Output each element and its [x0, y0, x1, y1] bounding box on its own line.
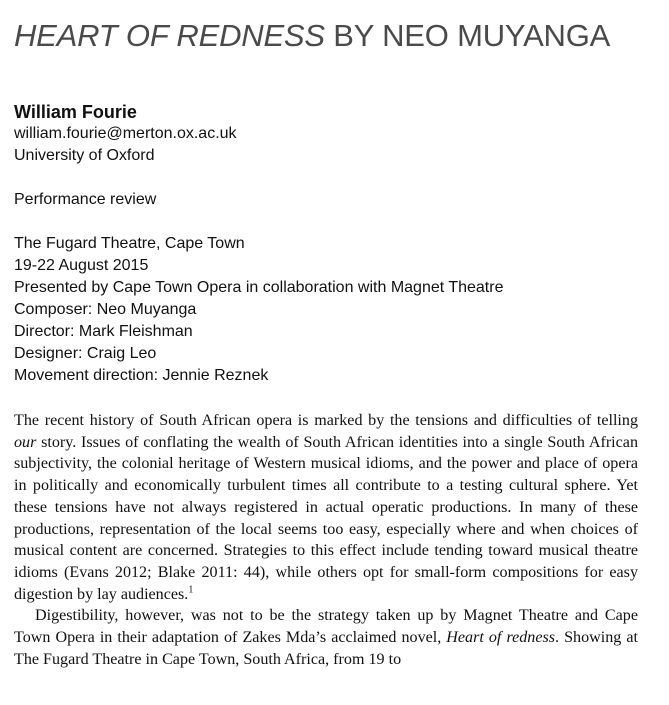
production-presenter: Presented by Cape Town Opera in collaboration with Magnet Theatre [14, 279, 504, 296]
production-venue: The Fugard Theatre, Cape Town [14, 235, 245, 252]
author-email: william.fourie@merton.ox.ac.uk [14, 125, 237, 142]
article-body [14, 410, 638, 670]
paragraph-2-emphasis: Heart of redness [446, 629, 556, 647]
paragraph-1-text-a: The recent history of South African opera is marked by the tensions and difficulties of telling [14, 412, 638, 429]
author-affiliation: University of Oxford [14, 147, 155, 164]
title-work-name: HEART OF REDNESS [14, 18, 325, 53]
spacer [14, 211, 503, 233]
production-movement: Movement direction: Jennie Reznek [14, 367, 269, 384]
author-name: William Fourie [14, 102, 137, 122]
production-designer: Designer: Craig Leo [14, 345, 157, 362]
production-director: Director: Mark Fleishman [14, 323, 193, 340]
paragraph-1-text-b: story. Issues of conflating the wealth of South African identities into a single South African subjectivity, the colonial heritage of Western musical idioms, and the power and place of opera in politically and economically turbulent times all contribute to a testing cultural sphere. Yet these tensions have not always registered in actual operatic productions. In many of these productions, representation of the local seems too easy, especially where and when choices of musical content are concerned. Strategies to this effect include tending toward musical theatre idioms (Evans 2012; Blake 2011: 44), while others opt for small-form compositions for easy digestion by lay audiences. [14, 433, 638, 603]
paragraph-2 [14, 605, 638, 670]
paragraph-1-emphasis: our [14, 433, 37, 451]
spacer [14, 167, 503, 189]
footnote-marker-1[interactable]: 1 [188, 584, 194, 596]
production-dates: 19-22 August 2015 [14, 257, 149, 274]
page-title [14, 18, 610, 54]
article-metadata [14, 101, 503, 387]
production-composer: Composer: Neo Muyanga [14, 301, 197, 318]
paragraph-1 [14, 410, 638, 605]
paragraph-2-text-a: Digestibility, however, was not to be the strategy taken up by Magnet Theatre and Cape Town Opera in their adaptation of Zakes Mda’s acclaimed novel, [14, 607, 638, 647]
title-byline: BY NEO MUYANGA [324, 18, 611, 53]
article-type: Performance review [14, 191, 157, 208]
paragraph-2-text-b: . Showing at The Fugard Theatre in Cape Town, South Africa, from 19 to [14, 629, 638, 668]
